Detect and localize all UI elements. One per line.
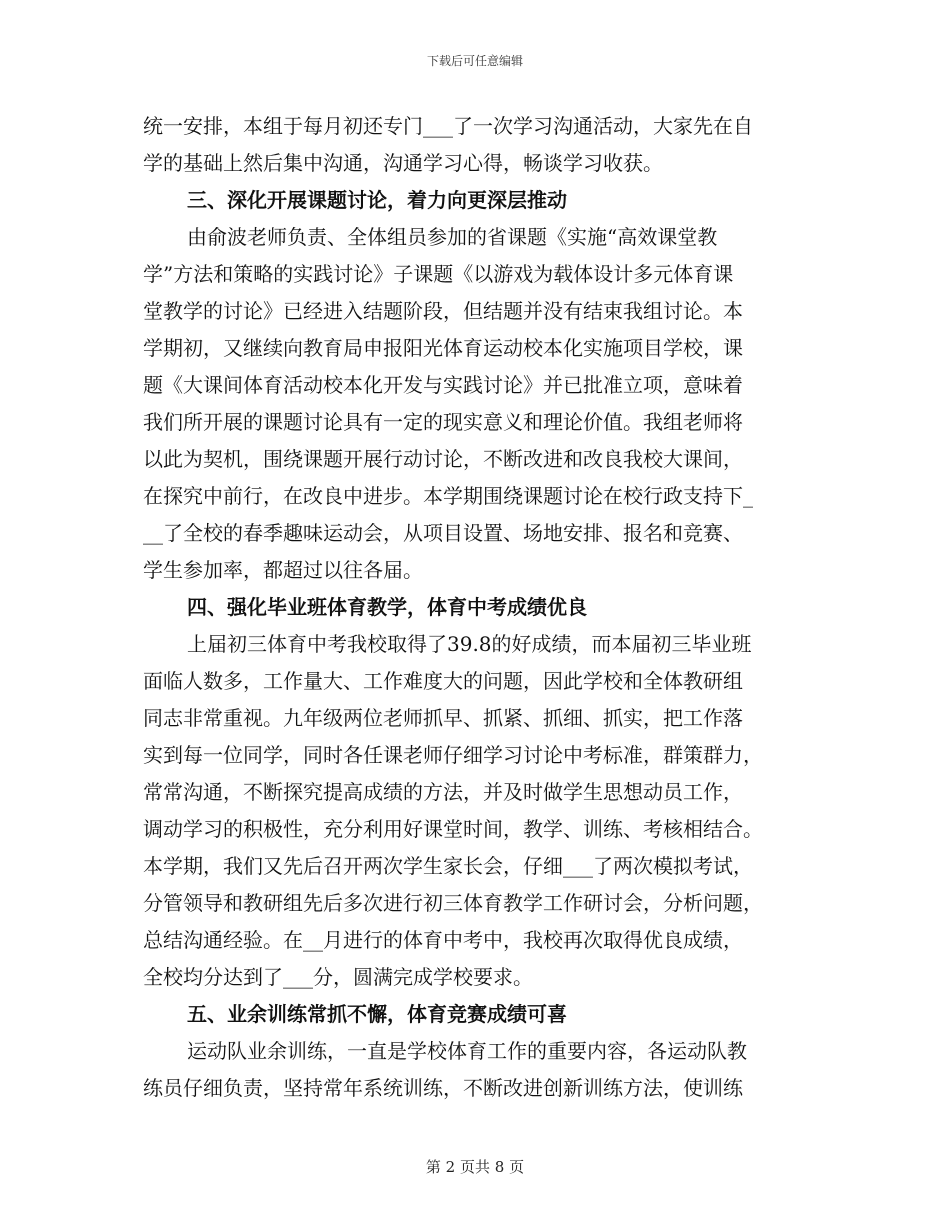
paragraph-line: 练员仔细负责，坚持常年系统训练，不断改进创新训练方法，使训练	[143, 1076, 743, 1100]
paragraph-line: 本学期，我们又先后召开两次学生家长会，仔细___了两次模拟考试，	[143, 854, 753, 878]
paragraph-line: 题《大课间体育活动校本化开发与实践讨论》并已批准立项，意味着	[143, 373, 743, 397]
paragraph-line: 面临人数多，工作量大、工作难度大的问题，因此学校和全体教研组	[143, 669, 743, 693]
page-header: 下载后可任意编辑	[426, 54, 523, 68]
paragraph-line: 总结沟通经验。在__月进行的体育中考中，我校再次取得优良成绩，	[143, 928, 743, 952]
paragraph-line: 堂教学的讨论》已经进入结题阶段，但结题并没有结束我组讨论。本	[143, 299, 743, 323]
paragraph-line: 我们所开展的课题讨论具有一定的现实意义和理论价值。我组老师将	[143, 410, 743, 434]
paragraph-line: __了全校的春季趣味运动会，从项目设置、场地安排、报名和竞赛、	[143, 521, 743, 545]
paragraph-line: 常常沟通，不断探究提高成绩的方法，并及时做学生思想动员工作，	[143, 780, 743, 804]
paragraph-line: 上届初三体育中考我校取得了39.8的好成绩，而本届初三毕业班	[187, 632, 752, 656]
section-heading: 五、业余训练常抓不懈，体育竞赛成绩可喜	[187, 1002, 567, 1026]
paragraph-line: 实到每一位同学，同时各任课老师仔细学习讨论中考标准，群策群力，	[143, 743, 763, 767]
section-heading: 四、强化毕业班体育教学，体育中考成绩优良	[187, 595, 587, 619]
page-footer: 第 2 页共 8 页	[425, 1158, 525, 1176]
paragraph-line: 学”方法和策略的实践讨论》子课题《以游戏为载体设计多元体育课	[143, 262, 734, 286]
section-heading: 三、深化开展课题讨论，着力向更深层推动	[187, 188, 567, 212]
paragraph-line: 学期初，又继续向教育局申报阳光体育运动校本化实施项目学校，课	[143, 336, 743, 360]
paragraph-line: 调动学习的积极性，充分利用好课堂时间，教学、训练、考核相结合。	[143, 817, 763, 841]
paragraph-line: 由俞波老师负责、全体组员参加的省课题《实施“高效课堂教	[187, 225, 718, 249]
paragraph-line: 在探究中前行，在改良中进步。本学期围绕课题讨论在校行政支持下_	[143, 484, 753, 508]
paragraph-line: 以此为契机，围绕课题开展行动讨论，不断改进和改良我校大课间，	[143, 447, 743, 471]
paragraph-line: 分管领导和教研组先后多次进行初三体育教学工作研讨会，分析问题，	[143, 891, 763, 915]
paragraph-line: 统一安排，本组于每月初还专门___了一次学习沟通活动，大家先在自	[143, 114, 753, 138]
paragraph-line: 运动队业余训练，一直是学校体育工作的重要内容，各运动队教	[187, 1039, 747, 1063]
paragraph-line: 同志非常重视。九年级两位老师抓早、抓紧、抓细、抓实，把工作落	[143, 706, 743, 730]
paragraph-line: 全校均分达到了___分，圆满完成学校要求。	[143, 965, 533, 989]
paragraph-line: 学的基础上然后集中沟通，沟通学习心得，畅谈学习收获。	[143, 151, 663, 175]
paragraph-line: 学生参加率，都超过以往各届。	[143, 558, 423, 582]
document-body	[143, 108, 808, 1107]
